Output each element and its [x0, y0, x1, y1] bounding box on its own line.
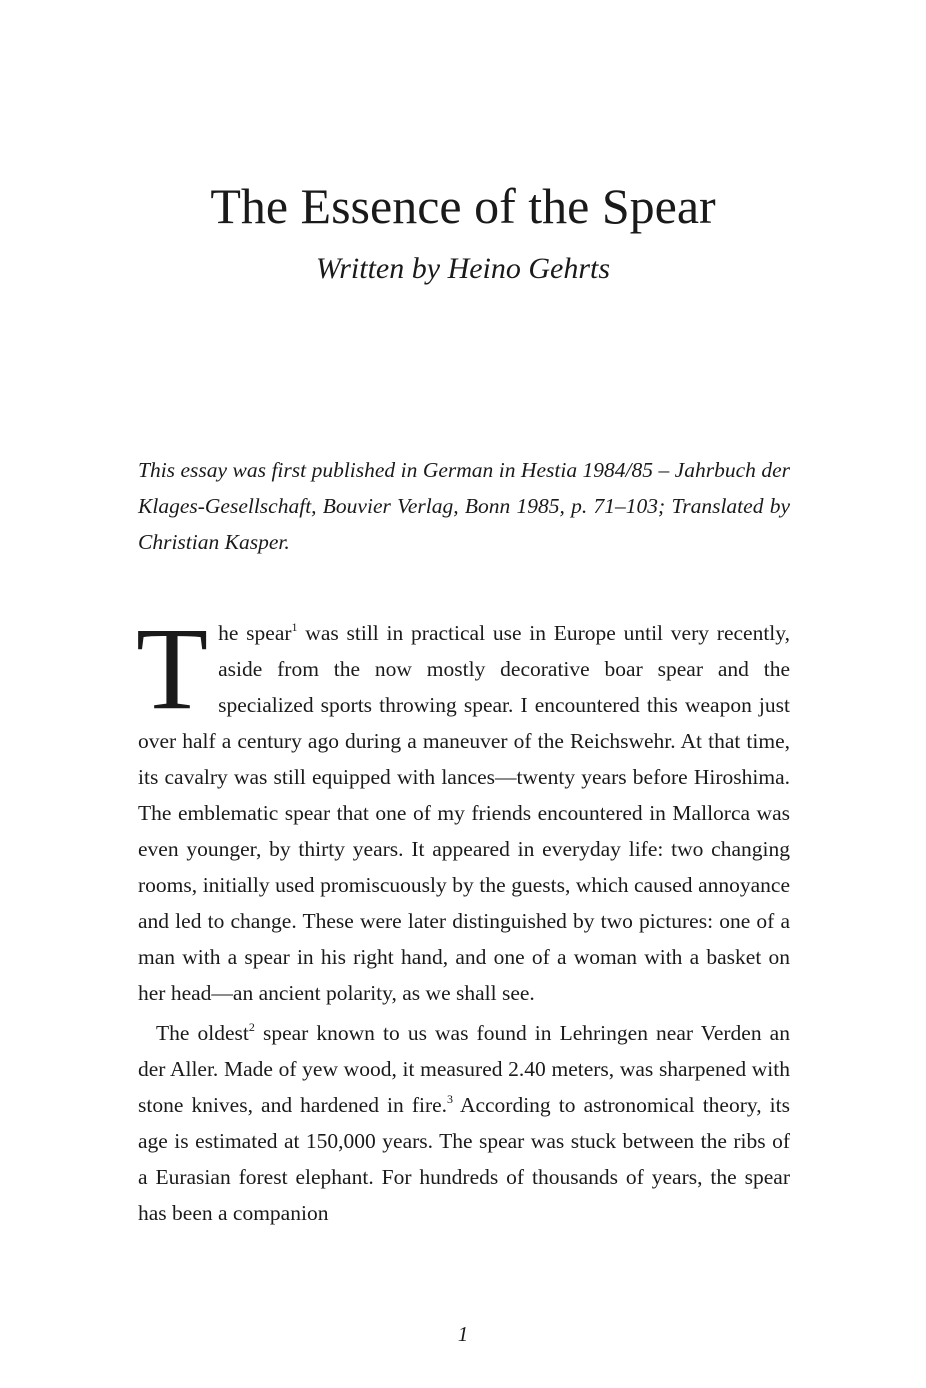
paragraph-1	[136, 603, 790, 1011]
footnote-ref-2[interactable]: 2	[248, 1020, 255, 1034]
paragraph-1-text-b: was still in practical use in Europe until very recently, aside from the now mostly decorative boar spear and the specialized sports throwing spear. I encountered this weapon just over half a century ago during a maneuver of the Reichswehr. At that time, its cavalry was still equipped with lances—twenty years before Hiroshima. The emblematic spear that one of my friends encountered in Mallorca was even younger, by thirty years. It appeared in everyday life: two changing rooms, initially used promiscuously by the guests, which caused annoyance and led to change. These were later distinguished by two pictures: one of a man with a spear in his right hand, and one of a woman with a basket on her head—an ancient polarity, as we shall see.	[138, 621, 790, 1005]
essay-body	[136, 603, 790, 1231]
page-number: 1	[457, 1322, 469, 1346]
page-title: The Essence of the Spear	[210, 178, 716, 234]
footnote-ref-1[interactable]: 1	[291, 620, 298, 634]
paragraph-2-text-b: spear known to us was found in Lehringen near Verden an der Aller. Made of yew wood, it measured 2.40 meters, was sharpened with stone knives, and hardened in fire.	[138, 1021, 790, 1117]
drop-cap: T	[136, 603, 209, 734]
footnote-ref-3[interactable]: 3	[447, 1092, 454, 1106]
paragraph-2-text-c: According to astronomical theory, its age is estimated at 150,000 years. The spear was stuck between the ribs of a Eurasian forest elephant. For hundreds of thousands of years, the spear has been a companion	[138, 1093, 790, 1225]
paragraph-2-text-a: The oldest	[156, 1021, 249, 1045]
paragraph-1-text-a: he spear	[218, 621, 292, 645]
paragraph-2	[138, 1015, 790, 1231]
author-byline: Written by Heino Gehrts	[315, 252, 611, 285]
publication-note: This essay was first published in German in Hestia 1984/85 – Jahrbuch der Klages-Gesellschaft, Bouvier Verlag, Bonn 1985, p. 71–103; Translated by Christian Kasper.	[138, 458, 790, 554]
